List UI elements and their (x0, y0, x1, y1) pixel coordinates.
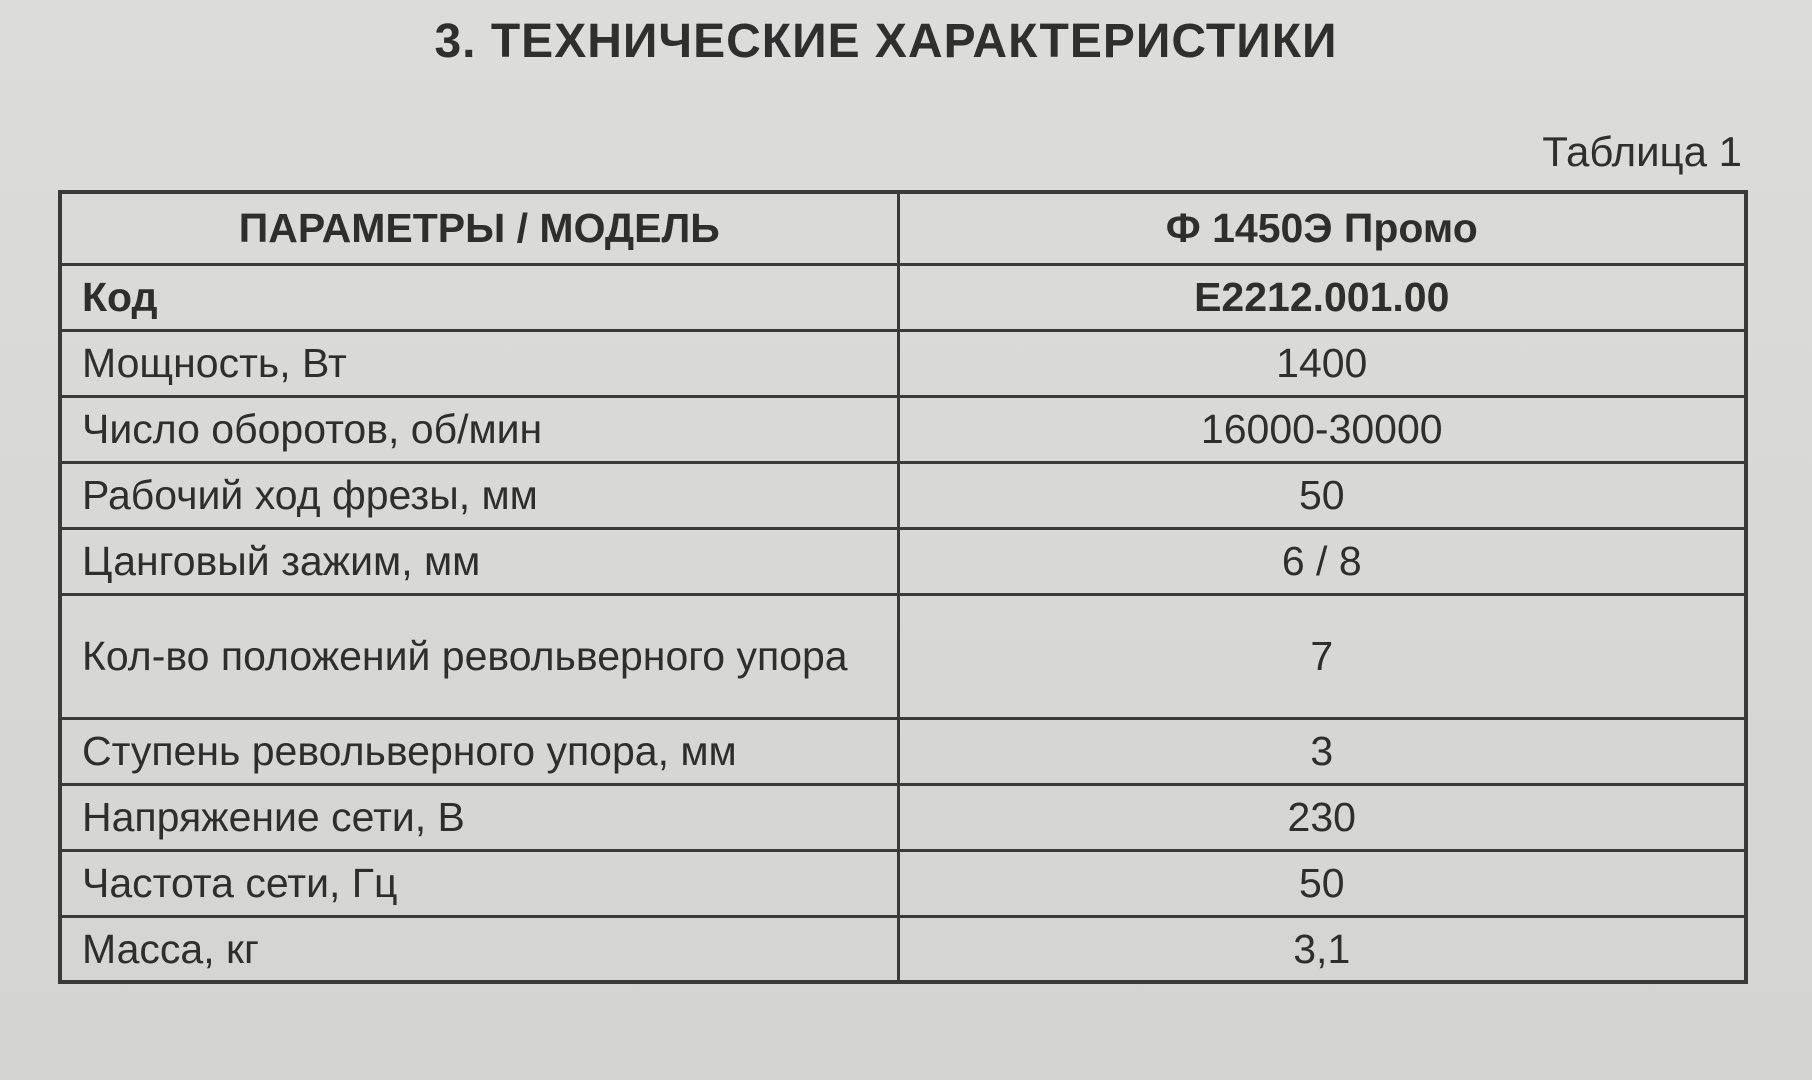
row-param: Кол-во положений револьверного упора (60, 594, 898, 718)
row-value: 50 (898, 850, 1746, 916)
table-row (60, 850, 1746, 916)
table-header-row (60, 192, 1746, 264)
row-value: Е2212.001.00 (898, 264, 1746, 330)
table-row (60, 594, 1746, 718)
row-param: Масса, кг (60, 916, 898, 982)
table-row (60, 396, 1746, 462)
row-param: Рабочий ход фрезы, мм (60, 462, 898, 528)
row-param: Код (60, 264, 898, 330)
row-param: Частота сети, Гц (60, 850, 898, 916)
row-param: Цанговый зажим, мм (60, 528, 898, 594)
row-param: Напряжение сети, В (60, 784, 898, 850)
row-value: 1400 (898, 330, 1746, 396)
table-row (60, 330, 1746, 396)
table-row (60, 784, 1746, 850)
row-param: Число оборотов, об/мин (60, 396, 898, 462)
specifications-table (58, 190, 1748, 984)
row-value: 230 (898, 784, 1746, 850)
row-value: 3 (898, 718, 1746, 784)
row-value: 7 (898, 594, 1746, 718)
table-row (60, 916, 1746, 982)
table-row (60, 264, 1746, 330)
row-value: 50 (898, 462, 1746, 528)
row-value: 3,1 (898, 916, 1746, 982)
row-param: Ступень револьверного упора, мм (60, 718, 898, 784)
table-row (60, 462, 1746, 528)
table-row (60, 718, 1746, 784)
table-caption: Таблица 1 (1542, 128, 1742, 175)
header-model: Ф 1450Э Промо (898, 192, 1746, 264)
row-value: 6 / 8 (898, 528, 1746, 594)
row-value: 16000-30000 (898, 396, 1746, 462)
table-row (60, 528, 1746, 594)
row-param: Мощность, Вт (60, 330, 898, 396)
header-parameters: ПАРАМЕТРЫ / МОДЕЛЬ (60, 192, 898, 264)
section-title: 3. ТЕХНИЧЕСКИЕ ХАРАКТЕРИСТИКИ (434, 15, 1338, 68)
